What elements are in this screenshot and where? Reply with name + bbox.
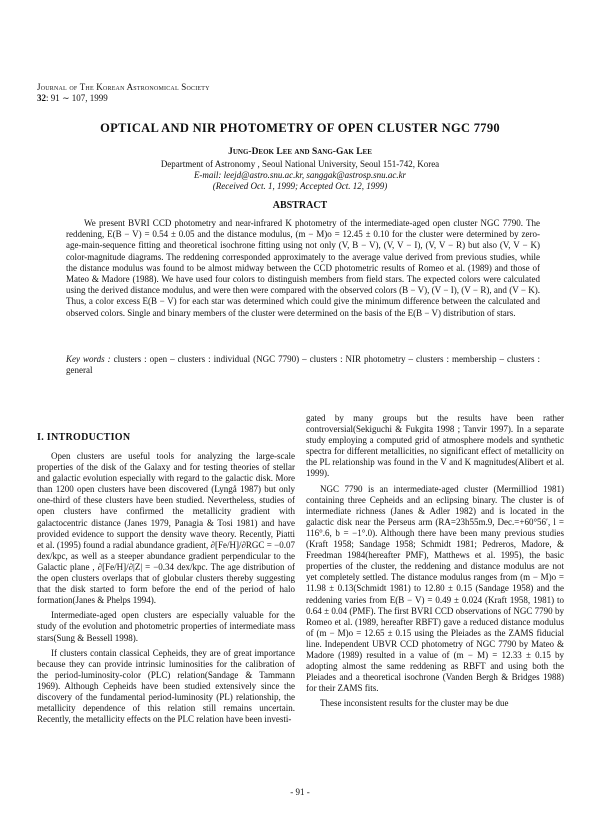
abstract-heading: ABSTRACT [272,200,328,211]
paper-authors: Jung-Deok Lee and Sang-Gak Lee [228,147,372,157]
page-number: - 91 - [290,787,310,797]
journal-header [37,82,210,104]
paper-title: OPTICAL AND NIR PHOTOMETRY OF OPEN CLUSTER NGC 7790 [100,121,500,135]
paragraph: These inconsistent results for the cluster may be due [320,698,509,709]
left-column [37,451,295,729]
volume-pages: : 91 ∼ 107, 1999 [46,93,108,103]
keywords-label: Key words : [66,354,111,364]
paragraph: Open clusters are useful tools for analyzing the large-scale properties of the disk of the Galaxy and for testing theories of stellar and galactic evolution especially with regard to the galactic disk. More than 1200 open clusters have been discovered (Lyngå 1987) but only one-third of these clusters have been studied. Nevertheless, studies of open clusters have confirmed the metallicity gradient with galactocentric distance (Janes 1979, Panagia & Tosi 1981) and have provided evidence to support the density wave theory. Recently, Piatti et al. (1995) found a radial abundance gradient, ∂[Fe/H]/∂RGC = −0.07 dex/kpc, as well as a steeper abundance gradient perpendicular to the Galactic plane , ∂[Fe/H]/∂|Z| = −0.34 dex/kpc. The age distribution of the open clusters overlaps that of globular clusters thereby suggesting that the disk started to form before the end of the period of halo formation(Janes & Phelps 1994). [37,451,295,606]
volume-number: 32 [37,93,46,103]
right-column [306,413,564,713]
author-email: E-mail: leejd@astro.snu.ac.kr, sanggak@astrosp.snu.ac.kr [193,170,407,180]
paragraph: NGC 7790 is an intermediate-aged cluster (Mermilliod 1981) containing three Cepheids and an eclipsing binary. The cluster is of intermediate richness (Janes & Adler 1982) and is located in the galactic disk near the Perseus arm (RA=23h55m.9, Dec.=+60°56′, l = 116°.6, b = −1°.0). Although there have been many previous studies (Kraft 1958; Sandage 1958; Schmidt 1981; Pedreros, Madore, & Freedman 1984(hereafter PMF), Matthews et al. 1995), the basic properties of the cluster, the reddening and distance modulus are not yet completely settled. The distance modulus ranges from (m − M)o = 11.98 ± 0.13(Schmidt 1981) to 12.80 ± 0.15 (Sandage 1958) and the reddening varies from E(B − V) = 0.49 ± 0.024 (Kraft 1958, 1981) to 0.64 ± 0.04 (PMF). The first BVRI CCD observations of NGC 7790 by Romeo et al. (1989, hereafter RBFT) gave a reduced distance modulus of (m − M)o = 12.65 ± 0.15 using the Pleiades as the ZAMS fiducial line. Independent UBVR CCD photometry of NGC 7790 by Mateo & Madore (1989) resulted in a value of (m − M) = 12.33 ± 0.15 by adopting almost the same reddening as RBFT and using both the Pleiades and a theoretical isochrone (Vanden Bergh & Bridges 1988) for their ZAMS fits. [306,483,564,694]
paragraph: Intermediate-aged open clusters are especially valuable for the study of the evolution and photometric properties of intermediate mass stars(Sung & Bessell 1998). [37,610,295,643]
paragraph: If clusters contain classical Cepheids, they are of great importance because they can provide intrinsic luminosities for the calibration of the period-luminosity-color (PLC) relation(Sandage & Tammann 1969). Although Cepheids have been studied extensively since the discovery of the fundamental period-luminosity (PL) relationship, the metallicity dependence of this relation still remains uncertain. Recently, the metallicity effects on the PLC relation have been investi- [37,647,295,725]
keywords-text: clusters : open – clusters : individual (NGC 7790) – clusters : NIR photometry – clusters : membership – clusters : general [66,354,540,376]
journal-volume [37,93,210,104]
author-affiliation: Department of Astronomy , Seoul National University, Seoul 151-742, Korea [160,159,440,169]
keywords [66,354,540,376]
paragraph: gated by many groups but the results have been rather controversial(Sekiguchi & Fukgita 1998 ; Tanvir 1997). In a separate study employing a computed grid of atmosphere models and synthetic spectra for different metallicities, no significant effect of metallicity on the PL relationship was found in the V and K magnitudes(Alibert et al. 1999). [306,413,564,479]
journal-name: Journal of The Korean Astronomical Society [37,82,210,92]
section-heading-introduction: I. INTRODUCTION [37,432,131,443]
abstract-text: We present BVRI CCD photometry and near-infrared K photometry of the intermediate-aged open cluster NGC 7790. The reddening, E(B − V) = 0.54 ± 0.05 and the distance modulus, (m − M)o = 12.45 ± 0.10 for the cluster were determined by zero-age-main-sequence fitting and theoretical isochrone fitting using not only (V, B − V), (V, V − I), (V, V − R) but also (V, V − K) color-magnitude diagrams. The reddening corresponded approximately to the average value derived from previous studies, while the distance modulus was found to be almost midway between the CCD photometric results of Romeo et al. (1989) and those of Mateo & Madore (1988). We have used four colors to distinguish members from field stars. The expected colors were calculated using the derived distance modulus, and were then were compared with the observed colors (B − V), (V − I), (V − R), and (V − K). Thus, a color excess E(B − V) for each star was determined which could give the minimum difference between the calculated and observed colors. Single and binary members of the cluster were determined on the basis of the E(B − V) distribution of stars. [66,218,540,318]
received-dates: (Received Oct. 1, 1999; Accepted Oct. 12, 1999) [212,181,388,191]
